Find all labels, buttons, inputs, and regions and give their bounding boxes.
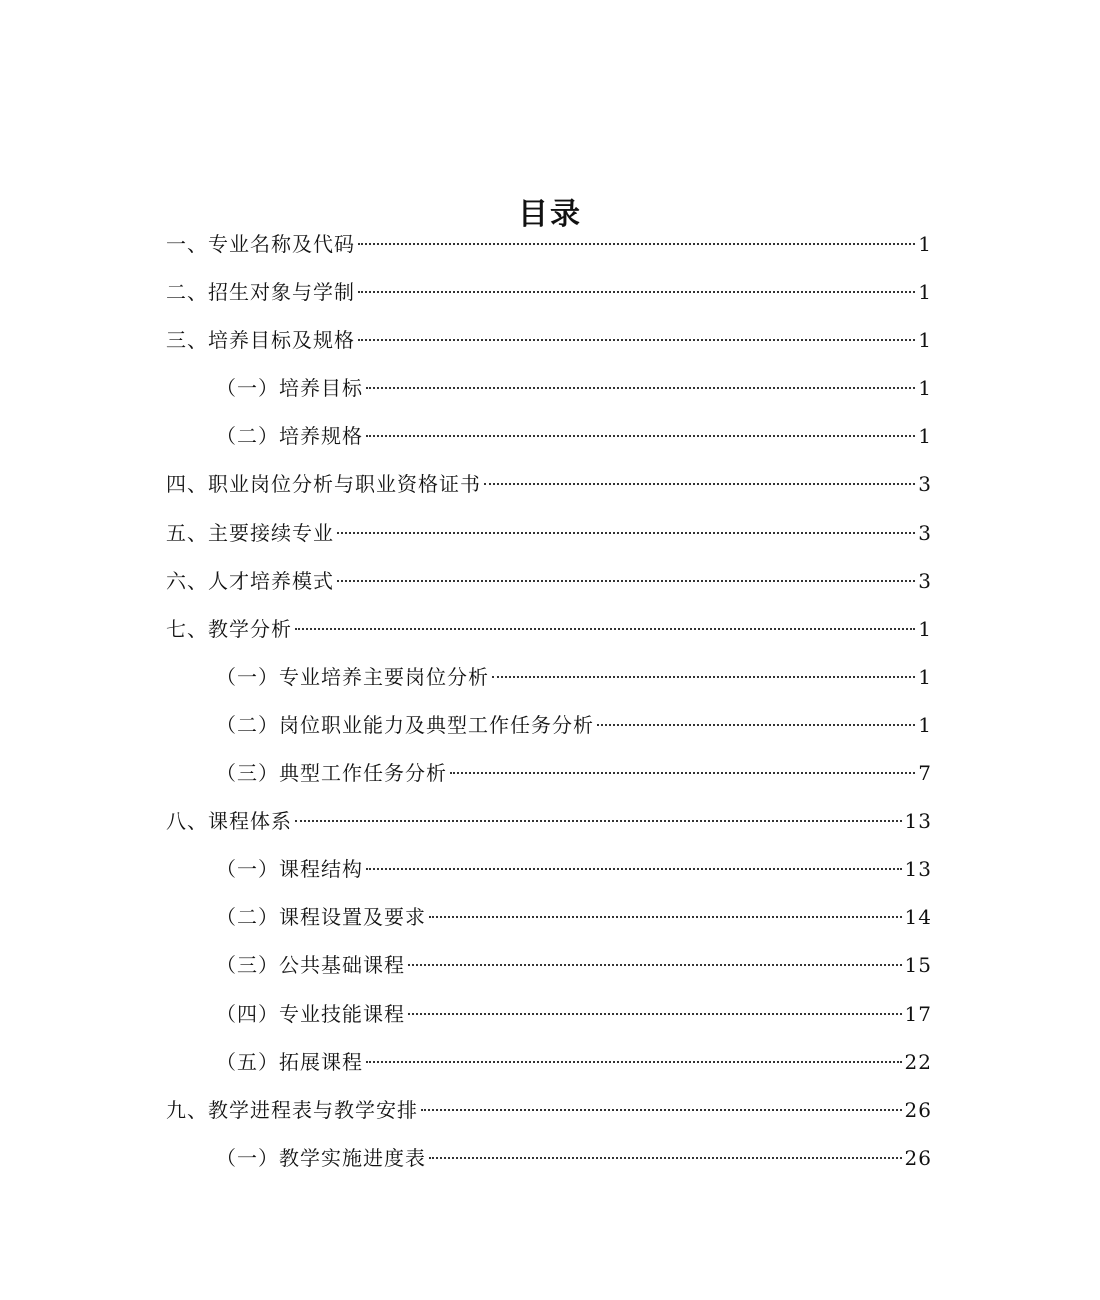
toc-entry-label: 三、培养目标及规格 <box>166 328 355 353</box>
toc-page-number: 3 <box>918 568 932 593</box>
toc-entry-label: 一、专业名称及代码 <box>166 232 355 256</box>
toc-leader-dots <box>366 868 902 870</box>
toc-leader-dots <box>450 772 915 774</box>
toc-entry-label: 七、教学分析 <box>166 616 292 641</box>
toc-page-number: 1 <box>918 232 932 256</box>
toc-subentry[interactable] <box>166 893 932 941</box>
toc-page-number: 22 <box>904 1049 932 1074</box>
toc-entry[interactable] <box>166 268 932 316</box>
toc-entry-label: 八、课程体系 <box>166 809 292 834</box>
toc-page-number: 13 <box>904 809 932 834</box>
toc-entry[interactable] <box>166 557 932 605</box>
toc-entry-label: （三）典型工作任务分析 <box>216 761 447 786</box>
toc-page-number: 17 <box>904 1001 932 1026</box>
toc-entry-label: 四、职业岗位分析与职业资格证书 <box>166 472 481 497</box>
toc-leader-dots <box>408 1013 902 1015</box>
toc-entry[interactable] <box>166 316 932 364</box>
toc-leader-dots <box>597 724 915 726</box>
toc-entry-label: （三）公共基础课程 <box>216 953 405 978</box>
toc-subentry[interactable] <box>166 1038 932 1086</box>
toc-entry-label: 九、教学进程表与教学安排 <box>166 1097 418 1122</box>
toc-leader-dots <box>358 339 915 341</box>
toc-subentry[interactable] <box>166 845 932 893</box>
toc-subentry[interactable] <box>166 1134 932 1182</box>
toc-leader-dots <box>337 580 915 582</box>
toc-entry[interactable] <box>166 220 932 268</box>
toc-leader-dots <box>366 435 915 437</box>
toc-entry-label: 六、人才培养模式 <box>166 568 334 593</box>
toc-leader-dots <box>295 820 902 822</box>
toc-leader-dots <box>429 916 902 918</box>
toc-leader-dots <box>366 1061 902 1063</box>
toc-entry-label: （一）培养目标 <box>216 376 363 401</box>
toc-leader-dots <box>366 387 915 389</box>
toc-page-number: 1 <box>918 616 932 641</box>
toc-leader-dots <box>484 483 915 485</box>
toc-subentry[interactable] <box>166 364 932 412</box>
toc-entry-label: （五）拓展课程 <box>216 1049 363 1074</box>
toc-subentry[interactable] <box>166 990 932 1038</box>
toc-subentry[interactable] <box>166 941 932 989</box>
toc-page-number: 13 <box>904 857 932 882</box>
toc-entry-label: （一）课程结构 <box>216 857 363 882</box>
toc-page-number: 15 <box>904 953 932 978</box>
toc-page-number: 26 <box>904 1097 932 1122</box>
toc-page-number: 1 <box>918 424 932 449</box>
toc-page-number: 14 <box>904 905 932 930</box>
toc-entry[interactable] <box>166 1086 932 1134</box>
toc-page-number: 1 <box>918 712 932 737</box>
toc-page-number: 3 <box>918 520 932 545</box>
toc-entry-label: （二）培养规格 <box>216 424 363 449</box>
toc-subentry[interactable] <box>166 701 932 749</box>
toc-subentry[interactable] <box>166 653 932 701</box>
toc-leader-dots <box>429 1157 902 1159</box>
toc-page-number: 1 <box>918 328 932 353</box>
toc-page-number: 26 <box>904 1145 932 1170</box>
toc-page-number: 1 <box>918 664 932 689</box>
toc-entry-label: 二、招生对象与学制 <box>166 280 355 305</box>
toc-page-number: 1 <box>918 280 932 305</box>
toc-entry-label: （一）专业培养主要岗位分析 <box>216 664 489 689</box>
toc-entry-label: （二）课程设置及要求 <box>216 905 426 930</box>
toc-leader-dots <box>421 1109 902 1111</box>
toc-entry[interactable] <box>166 460 932 508</box>
toc-leader-dots <box>408 964 902 966</box>
table-of-contents <box>166 220 932 1182</box>
toc-subentry[interactable] <box>166 412 932 460</box>
toc-entry[interactable] <box>166 509 932 557</box>
toc-page-number: 3 <box>918 472 932 497</box>
toc-leader-dots <box>358 243 915 245</box>
toc-leader-dots <box>358 291 915 293</box>
toc-leader-dots <box>337 532 915 534</box>
toc-entry[interactable] <box>166 605 932 653</box>
toc-entry-label: 五、主要接续专业 <box>166 520 334 545</box>
toc-entry[interactable] <box>166 797 932 845</box>
toc-entry-label: （四）专业技能课程 <box>216 1001 405 1026</box>
toc-entry-label: （一）教学实施进度表 <box>216 1145 426 1170</box>
toc-page-number: 1 <box>918 376 932 401</box>
page-title: 目录 <box>518 197 582 233</box>
toc-page-number: 7 <box>918 761 932 786</box>
toc-leader-dots <box>492 676 915 678</box>
toc-entry-label: （二）岗位职业能力及典型工作任务分析 <box>216 712 594 737</box>
toc-subentry[interactable] <box>166 749 932 797</box>
toc-leader-dots <box>295 628 915 630</box>
